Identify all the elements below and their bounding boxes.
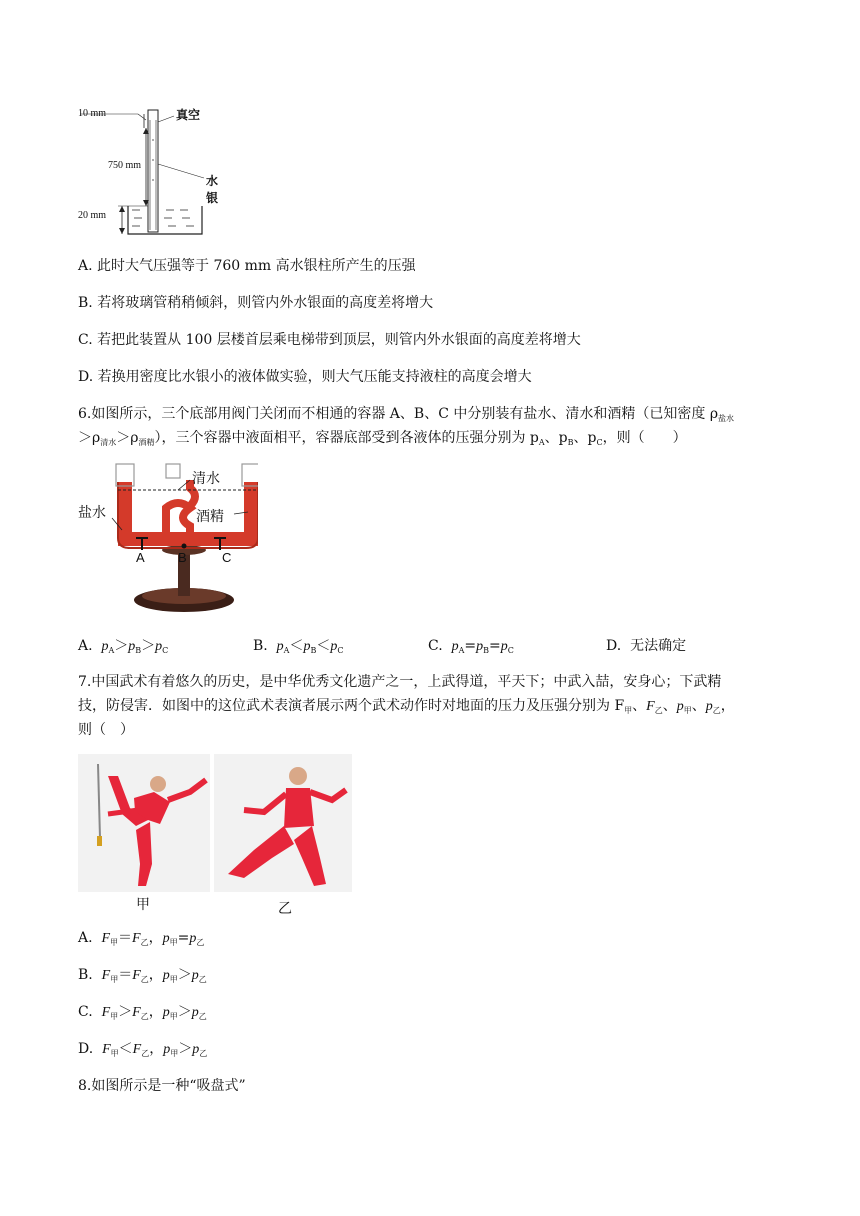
q6-stem-line2: $>\rho_{清水}>\rho_{酒精}$），三个容器中液面相平，容器底部受到各液体的压强分别为 $p_A$、$p_B$、$p_C$，则（ ） — [78, 430, 687, 447]
q7-option-b: B. $F_甲=F_乙$，$p_甲>p_乙$ — [78, 967, 207, 984]
barometer-figure — [78, 100, 228, 245]
q5-option-c: C. 若把此装置从 100 层楼首层乘电梯带到顶层，则管内外水银面的高度差将增大 — [78, 332, 581, 348]
q7-option-c: C. $F_甲>F_乙$，$p_甲>p_乙$ — [78, 1004, 207, 1021]
label-vacuum: 真空 — [176, 108, 201, 122]
label-mercury: 水银 — [206, 174, 219, 205]
dim-750mm: 750 mm — [108, 160, 142, 171]
q8-stem-line1: 8.如图所示是一种“吸盘式” — [78, 1078, 246, 1094]
q6-option-c: C. $p_A=p_B=p_C$ — [428, 638, 514, 655]
q7-stem-line1: 7.中国武术有着悠久的历史，是中华优秀文化遗产之一，上武得道，平天下；中武入喆，安身心；下武精 — [78, 674, 722, 690]
q6-option-a: A. $p_A>p_B>p_C$ — [78, 638, 169, 655]
q6-option-d: D. 无法确定 — [606, 638, 687, 654]
q7-option-a: A. $F_甲=F_乙$，$p_甲=p_乙$ — [78, 930, 205, 947]
valve-label-b: B — [178, 550, 187, 565]
q7-option-d: D. $F_甲<F_乙$，$p_甲>p_乙$ — [78, 1041, 208, 1058]
photo-yi — [214, 754, 352, 892]
label-clear-water: 清水 — [192, 470, 220, 486]
valve-label-a: A — [136, 550, 145, 565]
martial-artist-yi — [214, 754, 352, 892]
caption-jia: 甲 — [136, 896, 150, 912]
label-brine: 盐水 — [78, 504, 106, 520]
q7-stem-line3: 则（ ） — [78, 722, 134, 738]
label-alcohol: 酒精 — [196, 508, 224, 524]
photo-jia — [78, 754, 210, 892]
dim-20mm: 20 mm — [78, 210, 107, 221]
q6-option-b: B. $p_A<p_B<p_C$ — [253, 638, 344, 655]
caption-yi: 乙 — [278, 900, 292, 916]
martial-artist-jia — [78, 754, 210, 892]
q6-stem-line1: 6.如图所示，三个底部用阀门关闭而不相通的容器 A、B、C 中分别装有盐水、清水和酒精（已知密度 $\rho_{盐水}$ — [78, 406, 735, 423]
dim-10mm: 10 mm — [78, 108, 107, 119]
q5-option-b: B. 若将玻璃管稍稍倾斜，则管内外水银面的高度差将增大 — [78, 295, 434, 311]
q5-option-d: D. 若换用密度比水银小的液体做实验，则大气压能支持液柱的高度会增大 — [78, 369, 532, 385]
q7-stem-line2: 技，防侵害．如图中的这位武术表演者展示两个武术动作时对地面的压力及压强分别为 $F_甲$、$F_乙$、$p_甲$、$p_乙$， — [78, 698, 735, 715]
containers-figure — [78, 462, 258, 620]
containers-diagram — [78, 462, 258, 620]
valve-label-c: C — [222, 550, 232, 565]
q5-option-a: A. 此时大气压强等于 760 mm 高水银柱所产生的压强 — [78, 258, 416, 274]
